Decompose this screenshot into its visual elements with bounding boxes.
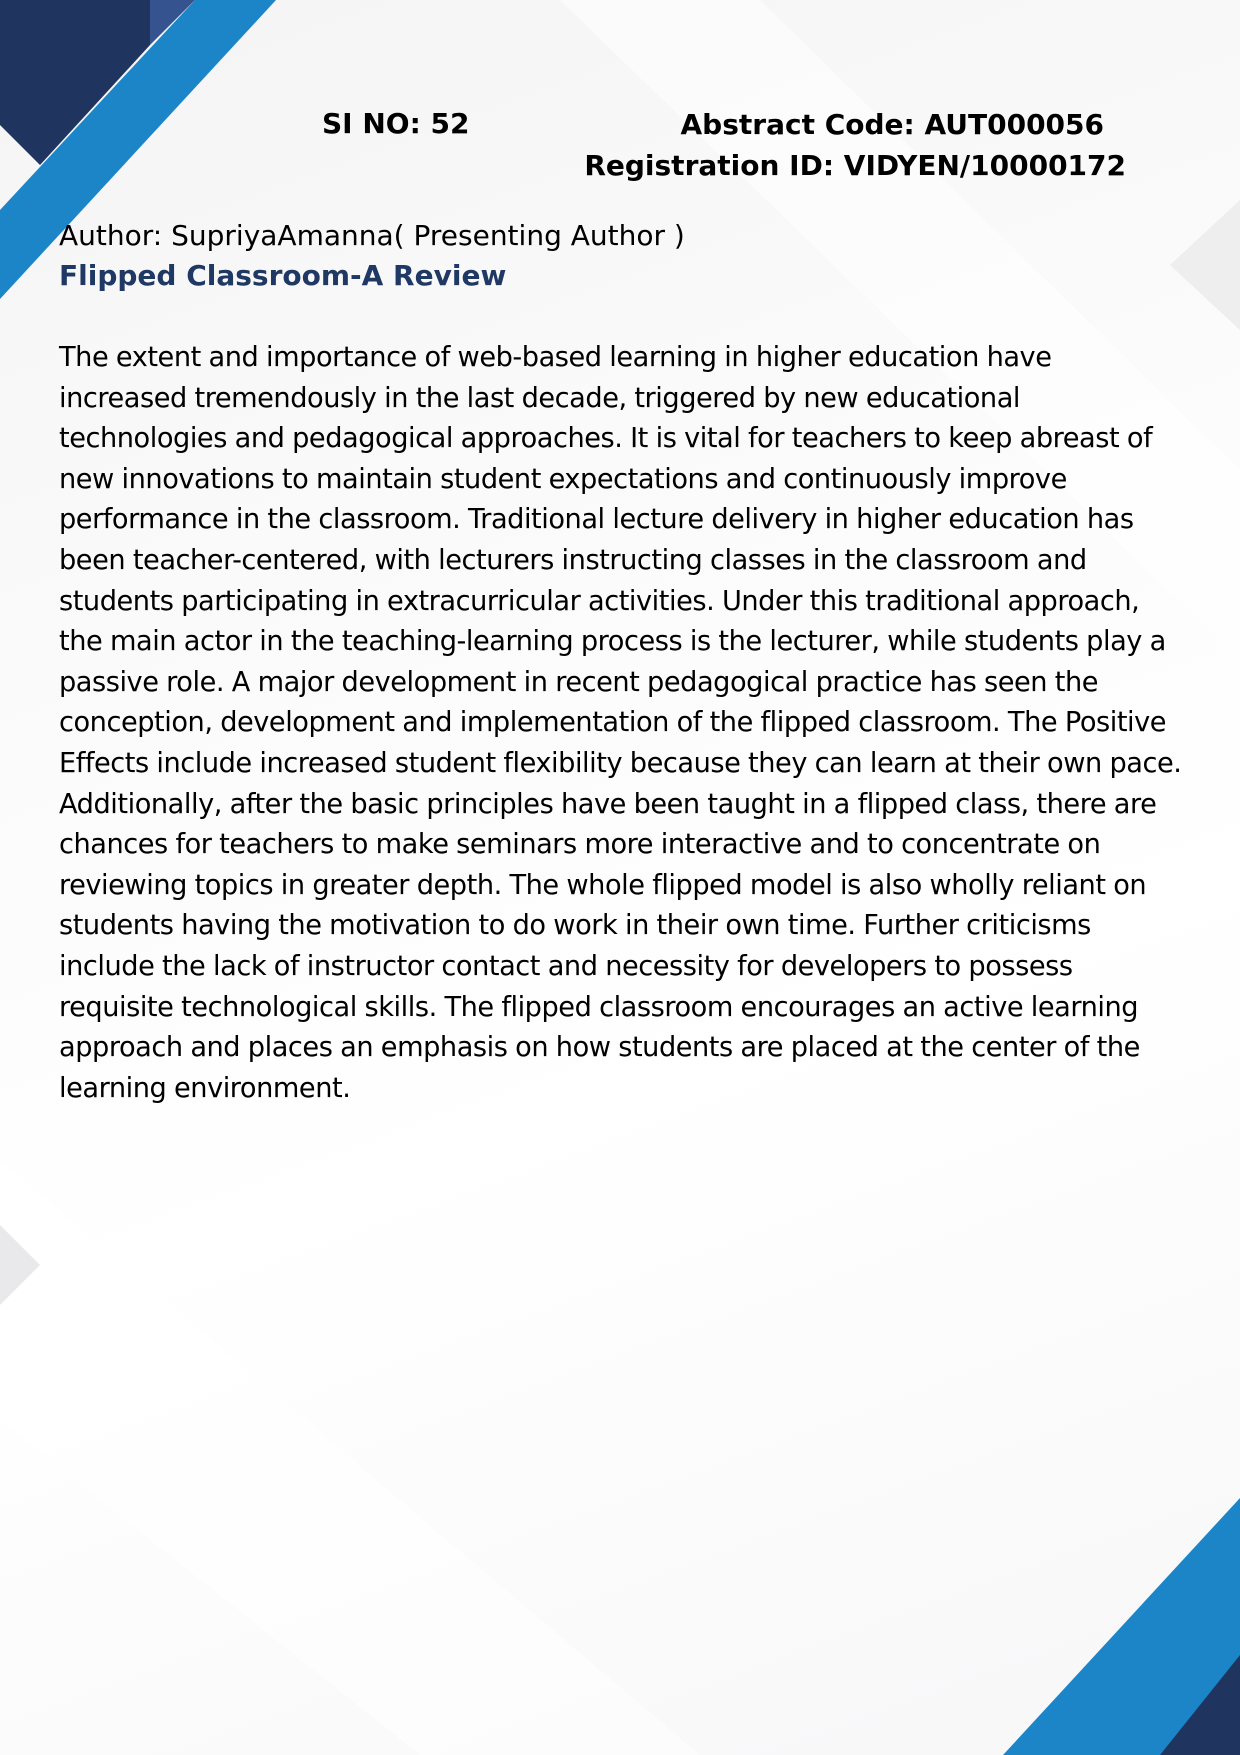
bg-shadow	[1170, 200, 1240, 330]
abstract-code: Abstract Code: AUT000056	[680, 108, 1104, 141]
bg-streak	[0, 1160, 700, 1755]
serial-number: SI NO: 52	[322, 107, 470, 140]
abstract-body: The extent and importance of web-based learning in higher education have increased tremendously in the last decade, triggered by new educational technologies and pedagogical approaches. It is vital for teachers to keep abreast of new innovations to maintain student expectations and continuously improve performance in the classroom. Traditional lecture delivery in higher education has been teacher-centered, with lecturers instructing classes in the classroom and students participating in extracurricular activities. Under this traditional approach, the main actor in the teaching-learning process is the lecturer, while students play a passive role. A major development in recent pedagogical practice has seen the conception, development and implementation of the flipped classroom. The Positive Effects include increased student flexibility because they can learn at their own pace. Additionally, after the basic principles have been taught in a flipped class, there are chances for teachers to make seminars more interactive and to concentrate on reviewing topics in greater depth. The whole flipped model is also wholly reliant on students having the motivation to do work in their own time. Further criticisms include the lack of instructor contact and necessity for developers to possess requisite technological skills. The flipped classroom encourages an active learning approach and places an emphasis on how students are placed at the center of the learning environment.	[59, 342, 1182, 1104]
paper-title: Flipped Classroom-A Review	[59, 259, 507, 292]
header-codes	[560, 104, 1126, 186]
author-line: Author: SupriyaAmanna( Presenting Author )	[59, 219, 685, 252]
registration-id: Registration ID: VIDYEN/10000172	[584, 149, 1126, 182]
